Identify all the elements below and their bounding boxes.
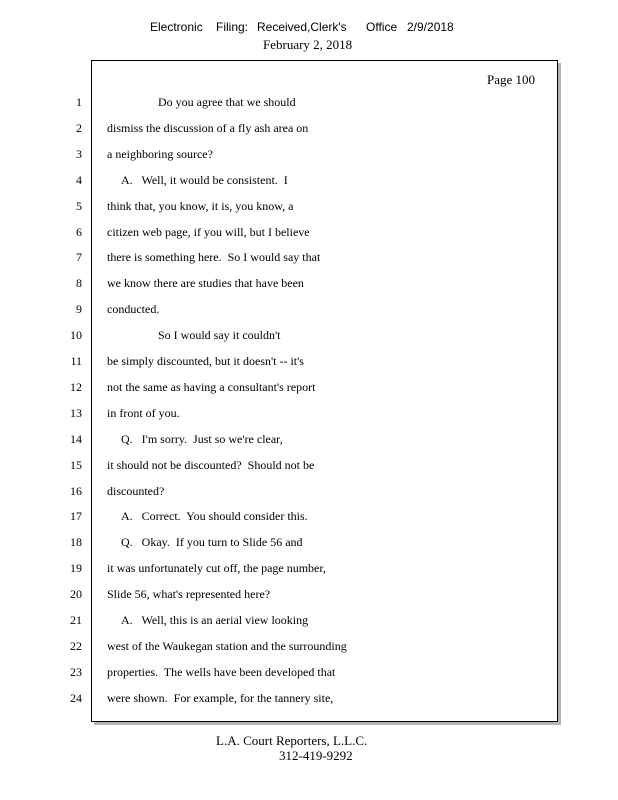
transcript-line: A. Well, this is an aerial view looking — [121, 613, 309, 627]
line-number: 17 — [70, 509, 82, 523]
transcript-line: Q. Okay. If you turn to Slide 56 and — [121, 535, 303, 549]
transcript-line: be simply discounted, but it doesn't -- it's — [107, 354, 304, 368]
transcript-line: dismiss the discussion of a fly ash area on — [107, 121, 309, 135]
line-number: 3 — [76, 147, 82, 161]
transcript-line: A. Correct. You should consider this. — [121, 509, 308, 523]
transcript-line: Q. I'm sorry. Just so we're clear, — [121, 432, 283, 446]
transcript-line: A. Well, it would be consistent. I — [121, 173, 288, 187]
filing-word: Received,Clerk's — [257, 20, 347, 34]
line-number: 20 — [70, 587, 82, 601]
transcript-line: discounted? — [107, 484, 165, 498]
transcript-line: it should not be discounted? Should not be — [107, 458, 315, 472]
filing-word: Electronic — [150, 20, 203, 34]
line-number: 9 — [76, 302, 82, 316]
transcript-line: Do you agree that we should — [158, 95, 296, 109]
line-number: 2 — [76, 121, 82, 135]
transcript-line: it was unfortunately cut off, the page number, — [107, 561, 326, 575]
line-number: 24 — [70, 691, 82, 705]
line-number: 4 — [76, 173, 82, 187]
line-number: 10 — [70, 328, 82, 342]
transcript-line: were shown. For example, for the tannery site, — [107, 691, 334, 705]
line-number: 1 — [76, 95, 82, 109]
line-number: 19 — [70, 561, 82, 575]
transcript-line: a neighboring source? — [107, 147, 213, 161]
line-number: 21 — [70, 613, 82, 627]
transcript-line: we know there are studies that have been — [107, 276, 304, 290]
filing-date: February 2, 2018 — [263, 37, 353, 52]
filing-word: 2/9/2018 — [407, 20, 454, 34]
filing-word: Office — [366, 20, 398, 34]
transcript-line: conducted. — [107, 302, 160, 316]
line-number: 18 — [70, 535, 82, 549]
filing-word: Filing: — [216, 20, 249, 34]
line-number: 12 — [70, 380, 82, 394]
footer-company: L.A. Court Reporters, L.L.C. — [216, 733, 368, 748]
footer-phone: 312-419-9292 — [279, 748, 353, 763]
transcript-line: So I would say it couldn't — [158, 328, 281, 342]
transcript-line: Slide 56, what's represented here? — [107, 587, 271, 601]
transcript-line: in front of you. — [107, 406, 180, 420]
transcript-line: think that, you know, it is, you know, a — [107, 199, 294, 213]
transcript-line: properties. The wells have been developed that — [107, 665, 336, 679]
line-number: 13 — [70, 406, 82, 420]
line-number: 16 — [70, 484, 82, 498]
transcript-line: not the same as having a consultant's report — [107, 380, 316, 394]
page-number: Page 100 — [487, 72, 536, 87]
line-number: 5 — [76, 199, 82, 213]
line-number: 11 — [70, 354, 82, 368]
line-number: 23 — [70, 665, 82, 679]
line-number: 15 — [70, 458, 82, 472]
line-number: 22 — [70, 639, 82, 653]
line-number: 8 — [76, 276, 82, 290]
transcript-line: west of the Waukegan station and the surrounding — [107, 639, 347, 653]
line-number: 7 — [76, 250, 82, 264]
transcript-line: there is something here. So I would say that — [107, 250, 321, 264]
line-number: 14 — [70, 432, 82, 446]
transcript-line: citizen web page, if you will, but I believe — [107, 225, 310, 239]
line-number: 6 — [76, 225, 82, 239]
